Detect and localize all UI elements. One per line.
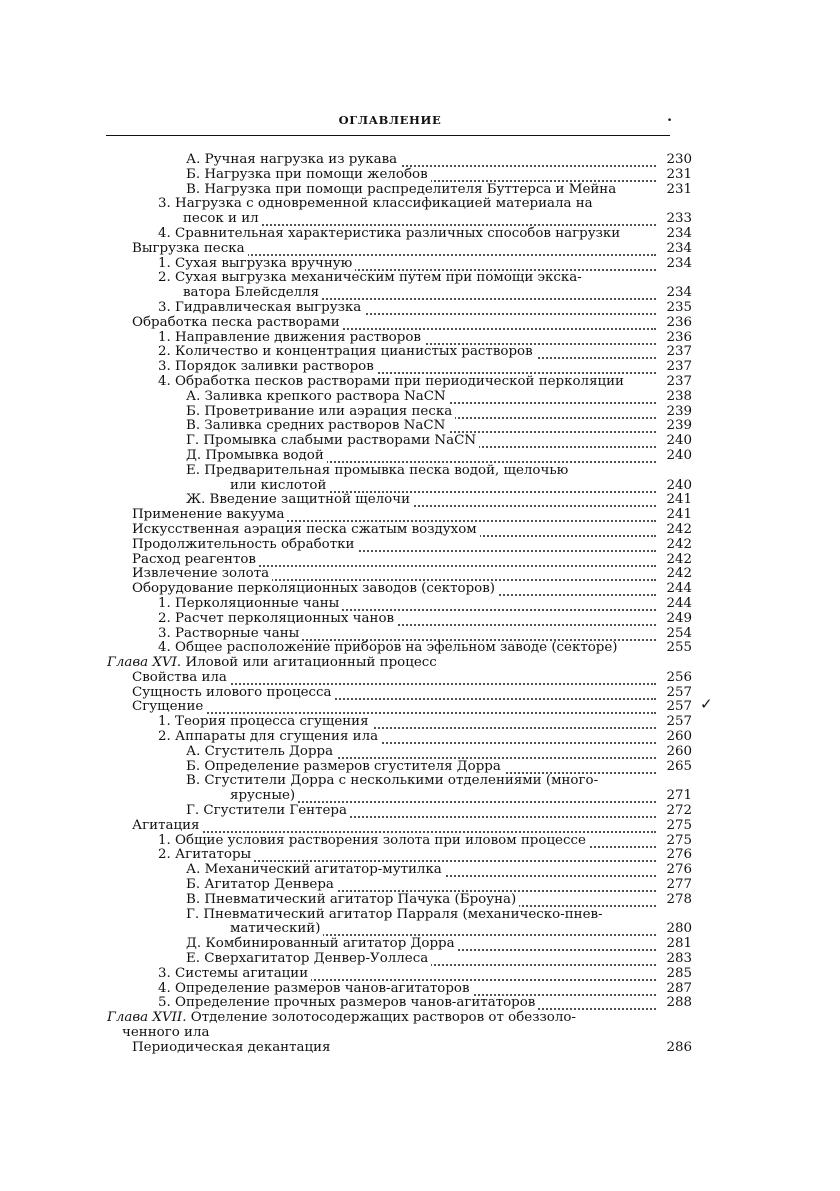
- toc-page-number: 287: [660, 982, 692, 997]
- toc-page-number: 286: [660, 1041, 692, 1056]
- toc-entry-text: 3. Гидравлическая выгрузка: [158, 301, 364, 316]
- page-title: ОГЛАВЛЕНИЕ: [338, 113, 442, 127]
- toc-page-number: 280: [660, 922, 692, 937]
- toc-row: [0, 227, 840, 242]
- toc-entry-text: В. Пневматический агитатор Пачука (Броуна): [186, 893, 519, 908]
- toc-row: [0, 952, 840, 967]
- toc-page-number: 272: [660, 804, 692, 819]
- toc-entry-text: 2. Количество и концентрация цианистых растворов: [158, 345, 536, 360]
- toc-chapter-number: Глава XVII.: [107, 1010, 187, 1026]
- toc-page-number: 231: [660, 183, 692, 198]
- toc-entry-text: песок и ил: [183, 212, 262, 227]
- toc-page-number: 231: [660, 168, 692, 183]
- toc-entry-text: Б. Определение размеров сгустителя Дорра: [186, 760, 504, 775]
- toc-chapter-number: Глава XVI.: [107, 655, 182, 671]
- toc-row: [0, 848, 840, 863]
- toc-entry-text: Сгущение: [132, 700, 206, 715]
- table-of-contents: [0, 153, 840, 1056]
- toc-page-number: 285: [660, 967, 692, 982]
- toc-row: [0, 286, 840, 301]
- toc-row: [0, 153, 840, 168]
- toc-row: [0, 819, 840, 834]
- toc-entry-text: Д. Комбинированный агитатор Дорра: [186, 937, 458, 952]
- toc-entry-text: 2. Аппараты для сгущения ила: [158, 730, 381, 745]
- toc-row: [0, 582, 840, 597]
- checkmark-icon: ✓: [700, 695, 713, 714]
- toc-entry-text: Сущность илового процесса: [132, 686, 335, 701]
- toc-page-number: 239: [660, 405, 692, 420]
- toc-row: [0, 197, 840, 212]
- toc-entry-text: Е. Сверхагитатор Денвер-Уоллеса: [186, 952, 431, 967]
- toc-entry-text: 4. Общее расположение приборов на эфельном заводе (секторе): [158, 641, 621, 656]
- toc-row: [0, 893, 840, 908]
- toc-row: [0, 538, 840, 553]
- toc-entry-text: Е. Предварительная промывка песка водой, щелочью: [186, 464, 571, 479]
- toc-row: [0, 168, 840, 183]
- toc-page-number: 238: [660, 390, 692, 405]
- toc-entry-text: или кислотой: [230, 479, 329, 494]
- toc-row: [0, 449, 840, 464]
- toc-row: [0, 774, 840, 789]
- toc-page-number: 283: [660, 952, 692, 967]
- toc-page-number: 244: [660, 582, 692, 597]
- toc-page-number: 237: [660, 360, 692, 375]
- toc-row: [0, 479, 840, 494]
- toc-chapter-row: [0, 656, 840, 671]
- toc-entry-text: 4. Обработка песков растворами при периодической перколяции: [158, 375, 627, 390]
- toc-row: [0, 1041, 840, 1056]
- toc-page-number: 276: [660, 863, 692, 878]
- toc-page-number: 239: [660, 419, 692, 434]
- toc-page-number: 240: [660, 449, 692, 464]
- toc-row: [0, 967, 840, 982]
- toc-entry-text: матический): [230, 922, 323, 937]
- toc-entry-text: 4. Определение размеров чанов-агитаторов: [158, 982, 473, 997]
- toc-row: [0, 612, 840, 627]
- toc-entry-text: Б. Нагрузка при помощи желобов: [186, 168, 431, 183]
- dot-leader: [132, 819, 656, 833]
- toc-page-number: 265: [660, 760, 692, 775]
- toc-row: [0, 730, 840, 745]
- toc-page-number: 278: [660, 893, 692, 908]
- toc-page-number: 275: [660, 819, 692, 834]
- toc-entry-text: Периодическая декантация: [132, 1041, 334, 1056]
- toc-row: [0, 834, 840, 849]
- toc-row: [0, 1026, 840, 1041]
- toc-page-number: 276: [660, 848, 692, 863]
- toc-row: [0, 183, 840, 198]
- toc-chapter-row: [0, 1011, 840, 1026]
- toc-entry-text: В. Нагрузка при помощи распределителя Буттерса и Мейна: [186, 183, 619, 198]
- toc-page-number: 240: [660, 434, 692, 449]
- toc-entry-text: Расход реагентов: [132, 553, 259, 568]
- toc-row: [0, 271, 840, 286]
- toc-page-number: 233: [660, 212, 692, 227]
- toc-entry-text: Г. Сгустители Гентера: [186, 804, 350, 819]
- toc-entry-text: ярусные): [230, 789, 298, 804]
- toc-row: [0, 331, 840, 346]
- toc-entry-text: 1. Перколяционные чаны: [158, 597, 342, 612]
- toc-entry-text: 1. Направление движения растворов: [158, 331, 424, 346]
- toc-chapter-heading: [107, 1011, 579, 1026]
- toc-page-number: 257: [660, 700, 692, 715]
- toc-row: [0, 375, 840, 390]
- toc-page-number: 271: [660, 789, 692, 804]
- toc-row: [0, 301, 840, 316]
- toc-page-number: 281: [660, 937, 692, 952]
- toc-chapter-heading: [107, 656, 440, 671]
- toc-row: [0, 671, 840, 686]
- toc-entry-text: А. Ручная нагрузка из рукава: [186, 153, 400, 168]
- toc-page-number: 234: [660, 286, 692, 301]
- toc-page-number: 237: [660, 375, 692, 390]
- toc-entry-text: А. Механический агитатор-мутилка: [186, 863, 445, 878]
- toc-page-number: 255: [660, 641, 692, 656]
- toc-page-number: 260: [660, 745, 692, 760]
- toc-entry-text: А. Заливка крепкого раствора NaCN: [186, 390, 449, 405]
- toc-row: [0, 390, 840, 405]
- toc-entry-text: Искусственная аэрация песка сжатым воздухом: [132, 523, 480, 538]
- toc-row: [0, 715, 840, 730]
- toc-entry-text: 4. Сравнительная характеристика различных способов нагрузки: [158, 227, 623, 242]
- toc-row: [0, 908, 840, 923]
- toc-row: [0, 553, 840, 568]
- header-dot: .: [667, 109, 672, 125]
- toc-entry-text: Обработка песка растворами: [132, 316, 343, 331]
- toc-page-number: 234: [660, 257, 692, 272]
- toc-page-number: 236: [660, 316, 692, 331]
- toc-entry-text: Продолжительность обработки: [132, 538, 357, 553]
- toc-entry-text: 3. Порядок заливки растворов: [158, 360, 377, 375]
- toc-row: [0, 760, 840, 775]
- toc-row: [0, 641, 840, 656]
- toc-chapter-title: Иловой или агитационный процесс: [185, 655, 437, 671]
- toc-page-number: 275: [660, 834, 692, 849]
- toc-page-number: 242: [660, 523, 692, 538]
- toc-entry-text: ватора Блейсделля: [183, 286, 322, 301]
- toc-entry-text: Выгрузка песка: [132, 242, 248, 257]
- toc-row: [0, 804, 840, 819]
- toc-page-number: 277: [660, 878, 692, 893]
- toc-row: [0, 863, 840, 878]
- toc-row: [0, 316, 840, 331]
- toc-row: [0, 257, 840, 272]
- toc-entry-text: 3. Растворные чаны: [158, 627, 302, 642]
- toc-row: [0, 493, 840, 508]
- toc-row: [0, 982, 840, 997]
- toc-page-number: 288: [660, 996, 692, 1011]
- toc-entry-text: В. Сгустители Дорра с несколькими отделениями (много-: [186, 774, 601, 789]
- page-header: [100, 109, 680, 131]
- toc-entry-text: Б. Проветривание или аэрация песка: [186, 405, 455, 420]
- toc-row: [0, 937, 840, 952]
- toc-page-number: 242: [660, 553, 692, 568]
- toc-page-number: 260: [660, 730, 692, 745]
- toc-row: [0, 405, 840, 420]
- toc-page-number: 249: [660, 612, 692, 627]
- toc-page-number: 242: [660, 567, 692, 582]
- toc-entry-text: Применение вакуума: [132, 508, 287, 523]
- toc-entry-text: А. Сгуститель Дорра: [186, 745, 336, 760]
- toc-row: [0, 789, 840, 804]
- toc-page-number: 240: [660, 479, 692, 494]
- toc-chapter-title: Отделение золотосодержащих растворов от обеззоло-: [190, 1010, 576, 1026]
- toc-row: [0, 627, 840, 642]
- toc-page-number: 256: [660, 671, 692, 686]
- toc-entry-text: 3. Системы агитации: [158, 967, 311, 982]
- toc-page-number: 254: [660, 627, 692, 642]
- toc-page-number: 236: [660, 331, 692, 346]
- toc-entry-text: 2. Агитаторы: [158, 848, 254, 863]
- toc-page-number: 257: [660, 715, 692, 730]
- toc-row: [0, 922, 840, 937]
- toc-entry-text: 1. Сухая выгрузка вручную: [158, 257, 355, 272]
- toc-page-number: 242: [660, 538, 692, 553]
- toc-row: [0, 345, 840, 360]
- toc-entry-text: Г. Пневматический агитатор Парраля (механическо-пнев-: [186, 908, 606, 923]
- toc-row: [0, 567, 840, 582]
- toc-entry-text: 1. Общие условия растворения золота при иловом процессе: [158, 834, 589, 849]
- toc-row: [0, 523, 840, 538]
- toc-page-number: 230: [660, 153, 692, 168]
- toc-row: [0, 464, 840, 479]
- toc-page-number: 241: [660, 508, 692, 523]
- toc-row: [0, 695, 840, 715]
- toc-row: [0, 419, 840, 434]
- toc-entry-text: Д. Промывка водой: [186, 449, 327, 464]
- toc-row: [0, 434, 840, 449]
- toc-row: [0, 597, 840, 612]
- toc-entry-text: Б. Агитатор Денвера: [186, 878, 337, 893]
- toc-page-number: 237: [660, 345, 692, 360]
- toc-entry-text: 2. Сухая выгрузка механическим путем при помощи экска-: [158, 271, 585, 286]
- toc-entry-text: ченного ила: [122, 1026, 212, 1041]
- header-rule: [106, 135, 670, 136]
- toc-entry-text: 5. Определение прочных размеров чанов-агитаторов: [158, 996, 538, 1011]
- toc-entry-text: В. Заливка средних растворов NaCN: [186, 419, 448, 434]
- toc-row: [0, 686, 840, 701]
- toc-row: [0, 212, 840, 227]
- toc-entry-text: Ж. Введение защитной щелочи: [186, 493, 413, 508]
- toc-row: [0, 360, 840, 375]
- toc-entry-text: 1. Теория процесса сгущения: [158, 715, 372, 730]
- toc-entry-text: Г. Промывка слабыми растворами NaCN: [186, 434, 479, 449]
- toc-page-number: 244: [660, 597, 692, 612]
- toc-page-number: 257: [660, 686, 692, 701]
- toc-page-number: 235: [660, 301, 692, 316]
- toc-row: [0, 508, 840, 523]
- toc-row: [0, 745, 840, 760]
- toc-row: [0, 996, 840, 1011]
- toc-row: [0, 878, 840, 893]
- toc-entry-text: Извлечение золота: [132, 567, 272, 582]
- toc-row: [0, 242, 840, 257]
- toc-entry-text: Агитация: [132, 819, 202, 834]
- toc-entry-text: 2. Расчет перколяционных чанов: [158, 612, 397, 627]
- toc-page-number: 234: [660, 227, 692, 242]
- dot-leader: [132, 700, 656, 714]
- toc-entry-text: Оборудование перколяционных заводов (секторов): [132, 582, 498, 597]
- toc-entry-text: 3. Нагрузка с одновременной классификацией материала на: [158, 197, 596, 212]
- toc-page-number: 241: [660, 493, 692, 508]
- toc-page-number: 234: [660, 242, 692, 257]
- toc-entry-text: Свойства ила: [132, 671, 230, 686]
